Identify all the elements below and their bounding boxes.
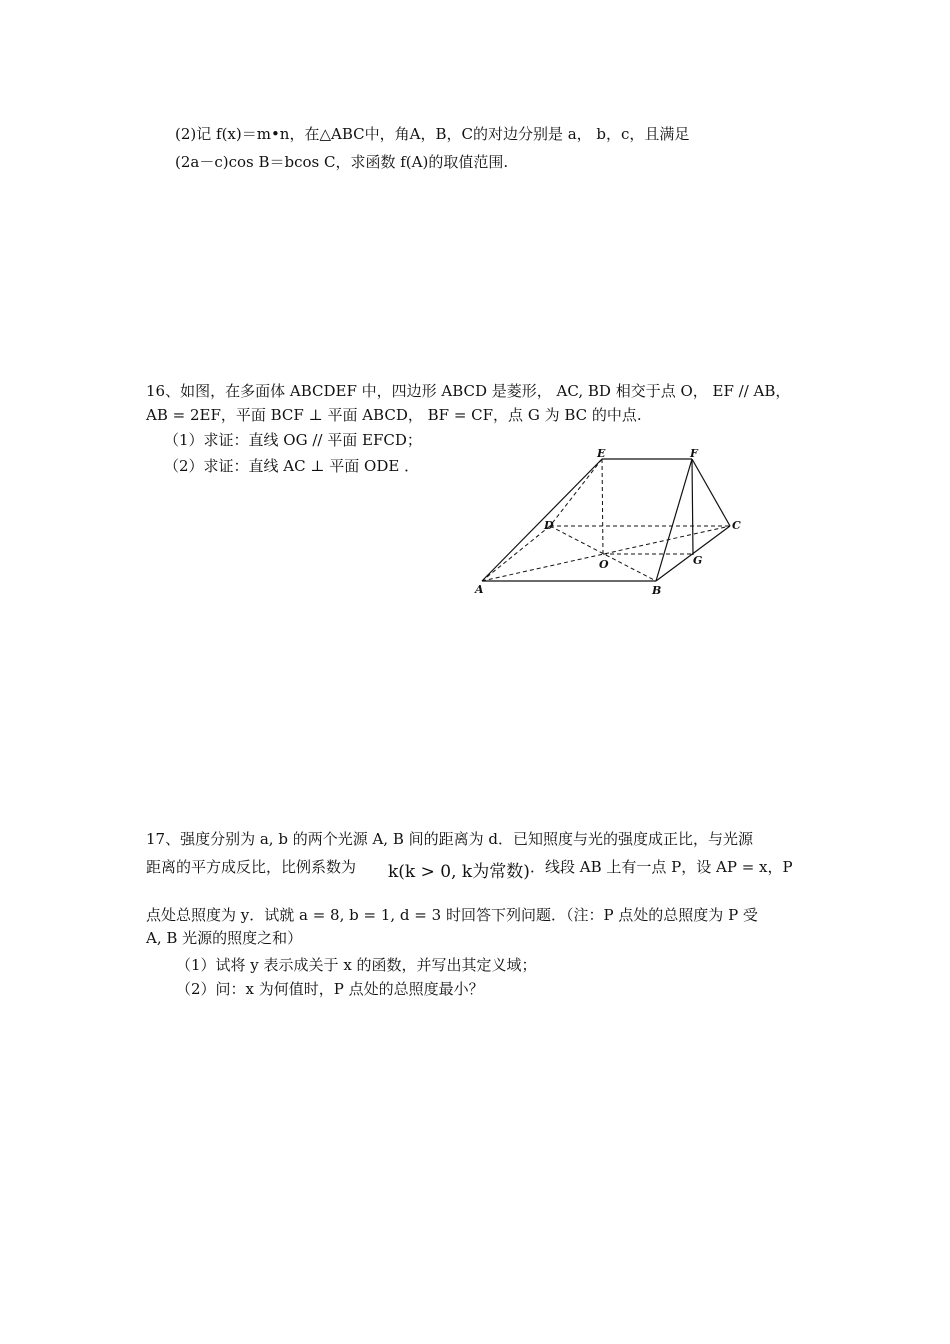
q17-part2: （2）问：x 为何值时，P 点处的总照度最小？ bbox=[176, 980, 484, 998]
q16-part1: （1）求证：直线 OG // 平面 EFCD； bbox=[164, 431, 422, 449]
edge-EO bbox=[602, 459, 603, 554]
label-A: A bbox=[475, 583, 484, 596]
q17-line4: A, B 光源的照度之和） bbox=[146, 929, 303, 947]
q17-part1: （1）试将 y 表示成关于 x 的函数，并写出其定义域； bbox=[176, 956, 537, 974]
q16-line2: AB = 2EF，平面 BCF ⊥ 平面 ABCD， BF = CF，点 G 为 BC 的中点. bbox=[146, 406, 642, 424]
label-B: B bbox=[652, 584, 662, 597]
edge-FC bbox=[692, 459, 730, 526]
edge-DA bbox=[482, 526, 550, 581]
q16-part2: （2）求证：直线 AC ⊥ 平面 ODE ． bbox=[164, 457, 420, 475]
edge-FB bbox=[656, 459, 692, 581]
label-C: C bbox=[732, 519, 741, 532]
edge-EA bbox=[482, 459, 602, 581]
label-F: F bbox=[690, 447, 698, 460]
label-E: E bbox=[597, 447, 606, 460]
q15-part2-line1: (2)记 f(x)＝m•n，在△ABC中，角A，B，C的对边分别是 a， b，c，且满足 bbox=[175, 125, 690, 143]
q16-line1: 16、如图，在多面体 ABCDEF 中，四边形 ABCD 是菱形， AC, BD 相交于点 O， EF // AB， bbox=[146, 382, 791, 400]
q17-line1: 17、强度分别为 a, b 的两个光源 A, B 间的距离为 d．已知照度与光的强度成正比，与光源 bbox=[146, 830, 754, 848]
polyhedron-figure bbox=[470, 445, 760, 600]
label-O: O bbox=[599, 558, 609, 571]
label-G: G bbox=[693, 554, 703, 567]
edge-FG bbox=[692, 459, 693, 555]
q17-line2b: ．线段 AB 上有一点 P，设 AP = x，P bbox=[530, 858, 793, 876]
q17-k-expression: k(k > 0, k为常数) bbox=[388, 862, 530, 882]
q17-line3: 点处总照度为 y．试就 a = 8, b = 1, d = 3 时回答下列问题．（注：P 点处的总照度为 P 受 bbox=[146, 906, 758, 924]
label-D: D bbox=[544, 519, 554, 532]
edge-ED bbox=[550, 459, 602, 526]
q15-part2-line2: (2a－c)cos B＝bcos C，求函数 f(A)的取值范围. bbox=[175, 153, 509, 171]
q17-line2a: 距离的平方成反比，比例系数为 bbox=[146, 858, 357, 876]
